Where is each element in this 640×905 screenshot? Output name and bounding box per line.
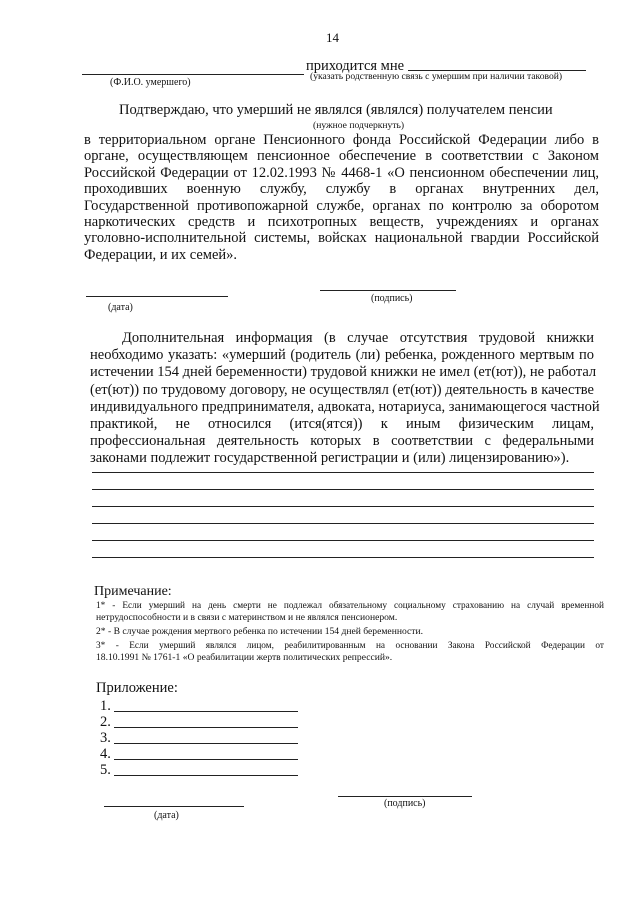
relation-prefix: приходится мне xyxy=(306,58,405,74)
note-item: 1* - Если умерший на день смерти не подлежал обязательному социальному страхованию на случай временной xyxy=(96,601,604,611)
note-item: нетрудоспособности и в связи с материнством и не являлся пенсионером. xyxy=(96,612,398,623)
additional-last-line: законами подлежит государственной регистрации и (или) лицензированию»). xyxy=(90,450,570,467)
appendix-item-number: 5. xyxy=(100,762,111,778)
confirmation-line: уголовно-исполнительной системы, войсках национальной гвардии Российской xyxy=(84,230,599,247)
appendix-item-number: 3. xyxy=(100,730,111,746)
footer-signature-caption: (подпись) xyxy=(384,798,426,809)
signature-caption: (подпись) xyxy=(371,293,413,304)
confirmation-line: Государственной противопожарной службе, органах по контролю за оборотом xyxy=(84,197,599,214)
notes-list xyxy=(96,600,604,664)
footer-date-line xyxy=(104,806,244,807)
additional-line: практикой, не относился (ится(ятся)) к иным физическим лицам, xyxy=(90,416,594,433)
additional-line: индивидуального предпринимателя, адвоката, нотариуса, занимающегося частной xyxy=(90,398,600,415)
appendix-line xyxy=(114,727,298,728)
underline-hint: (нужное подчеркнуть) xyxy=(313,120,405,131)
page-number: 14 xyxy=(326,30,339,45)
confirmation-line: наркотических средств и психотропных веществ, учреждениях и органах xyxy=(84,214,599,231)
note-item: 18.10.1991 № 1761-1 «О реабилитации жертв политических репрессий». xyxy=(96,652,393,663)
fill-line xyxy=(92,540,594,541)
confirmation-last-line: Федерации, и их семей». xyxy=(84,246,238,263)
confirmation-first-line: Подтверждаю, что умерший не являлся (являлся) получателем пенсии xyxy=(119,102,553,118)
fill-line xyxy=(92,523,594,524)
fio-line xyxy=(82,74,304,75)
additional-line: профессиональная деятельность которых в соответствии с федеральными xyxy=(90,433,594,450)
fill-line xyxy=(92,472,594,473)
fill-line xyxy=(92,557,594,558)
footer-date-caption: (дата) xyxy=(154,810,179,821)
relation-caption: (указать родственную связь с умершим при наличии таковой) xyxy=(310,71,563,82)
date-line xyxy=(86,296,228,297)
note-item: 3* - Если умерший являлся лицом, реабилитированным на основании Закона Российской Федерации от xyxy=(96,641,604,651)
additional-body xyxy=(90,330,600,468)
fill-line xyxy=(92,489,594,490)
additional-line: Дополнительная информация (в случае отсутствия трудовой книжки xyxy=(122,330,594,346)
appendix-line xyxy=(114,759,298,760)
additional-line: (ет(ют)) по трудовому договору, не осуществлял (ет(ют)) деятельность в качестве xyxy=(90,381,594,398)
appendix-line xyxy=(114,775,298,776)
confirmation-line: проходивших военную службу, службу в органах внутренних дел, xyxy=(84,181,599,198)
notes-title: Примечание: xyxy=(94,584,172,599)
date-caption: (дата) xyxy=(108,302,133,313)
confirmation-body xyxy=(84,132,599,263)
confirmation-line: Российской Федерации от 12.02.1993 № 4468-1 «О пенсионном обеспечении лиц, xyxy=(84,164,599,181)
appendix-item-number: 4. xyxy=(100,746,111,762)
additional-line: необходимо указать: «умерший (родитель (ли) ребенка, рожденного мертвым по xyxy=(90,347,594,364)
additional-line: истечении 154 дней беременности) трудовой книжки не имел (ет(ют)), не работал xyxy=(90,364,597,381)
appendix-item-number: 1. xyxy=(100,698,111,714)
signature-line xyxy=(320,290,456,291)
appendix-title: Приложение: xyxy=(96,680,178,696)
confirmation-line: органе, осуществляющем пенсионное обеспечение в соответствии с Законом xyxy=(84,148,599,165)
fio-caption: (Ф.И.О. умершего) xyxy=(110,77,191,88)
appendix-line xyxy=(114,743,298,744)
confirmation-line: в территориальном органе Пенсионного фонда Российской Федерации либо в xyxy=(84,132,599,148)
footer-signature-line xyxy=(338,796,472,797)
appendix-line xyxy=(114,711,298,712)
appendix-item-number: 2. xyxy=(100,714,111,730)
note-item: 2* - В случае рождения мертвого ребенка по истечении 154 дней беременности. xyxy=(96,626,423,637)
fill-line xyxy=(92,506,594,507)
